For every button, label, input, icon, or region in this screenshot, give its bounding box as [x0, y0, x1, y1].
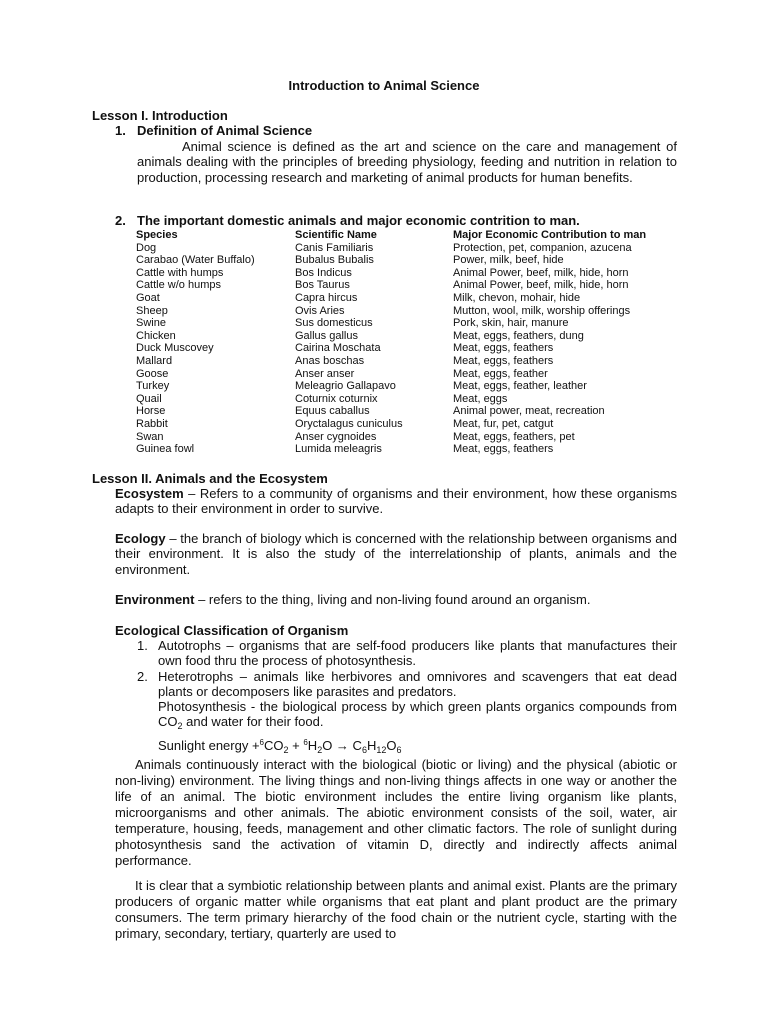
cell-species: Turkey [136, 380, 170, 393]
cell-species: Cattle w/o humps [136, 279, 221, 292]
table-row [136, 405, 693, 418]
superscript: 6 [259, 737, 264, 747]
cell-contribution: Meat, eggs, feathers [453, 342, 554, 355]
lesson2-heading: Lesson II. Animals and the Ecosystem [92, 471, 328, 486]
item-heading-text: Definition of Animal Science [137, 123, 313, 138]
list-number: 2. [137, 668, 148, 684]
cell-scientific-name: Equus caballus [295, 405, 370, 418]
cell-contribution: Meat, eggs, feathers [453, 354, 554, 367]
cell-contribution: Milk, chevon, mohair, hide [453, 291, 581, 304]
ecosystem-definition [115, 486, 677, 517]
cell-species: Sheep [136, 304, 168, 317]
cell-contribution: Meat, eggs, feather [453, 367, 548, 380]
cell-species: Mallard [136, 354, 173, 367]
table-row [136, 342, 693, 355]
cell-species: Duck Muscovey [136, 342, 214, 355]
cell-contribution: Animal power, meat, recreation [453, 405, 605, 418]
cell-scientific-name: Capra hircus [295, 291, 358, 304]
cell-contribution: Meat, eggs, feather, leather [453, 380, 587, 393]
animal-table [136, 229, 693, 456]
eq-part: CO [264, 737, 284, 753]
cell-scientific-name: Gallus gallus [295, 329, 358, 342]
table-row [136, 292, 693, 305]
cell-species: Swine [136, 317, 166, 330]
list-item [137, 669, 677, 700]
ecosystem-text: – Refers to a community of organisms and their environment, how these organisms adapts to their environment in order to survive. [115, 486, 677, 517]
ecology-text: – the branch of biology which is concerned with the relationship between organisms and their environment. It is also the study of the interrelationship of plants, animals and the environment. [115, 531, 677, 577]
lesson1-item2-heading [115, 213, 580, 228]
cell-scientific-name: Meleagrio Gallapavo [295, 380, 396, 393]
cell-contribution: Meat, eggs [453, 392, 508, 405]
ecology-term: Ecology [115, 531, 166, 546]
environment-term: Environment [115, 592, 195, 607]
eq-part: Sunlight energy + [158, 737, 260, 753]
table-row [136, 317, 693, 330]
table-row [136, 254, 693, 267]
cell-scientific-name: Coturnix coturnix [295, 392, 378, 405]
cell-scientific-name: Cairina Moschata [295, 342, 381, 355]
cell-contribution: Animal Power, beef, milk, hide, horn [453, 279, 629, 292]
classification-heading: Ecological Classification of Organism [115, 623, 349, 638]
cell-species: Guinea fowl [136, 443, 195, 456]
header-scientific-name: Scientific Name [295, 229, 377, 241]
cell-contribution: Meat, eggs, feathers [453, 443, 554, 456]
photosynthesis-text-end: and water for their food. [182, 714, 324, 730]
cell-scientific-name: Bos Taurus [295, 279, 350, 292]
table-row [136, 431, 693, 444]
cell-species: Dog [136, 241, 157, 254]
cell-species: Goose [136, 367, 169, 380]
cell-scientific-name: Canis Familiaris [295, 241, 374, 254]
cell-contribution: Animal Power, beef, milk, hide, horn [453, 266, 629, 279]
photosynthesis-text: Photosynthesis - the biological process by which green plants organics compounds from CO [158, 699, 677, 730]
eq-part: O → C [322, 737, 362, 753]
cell-species: Carabao (Water Buffalo) [136, 254, 255, 267]
environment-text: – refers to the thing, living and non-living found around an organism. [194, 592, 591, 607]
cell-scientific-name: Ovis Aries [295, 304, 345, 317]
table-row [136, 418, 693, 431]
eq-part: + [288, 737, 304, 753]
subscript: 2 [317, 744, 323, 755]
cell-scientific-name: Bubalus Bubalis [295, 254, 374, 267]
cell-species: Chicken [136, 329, 176, 342]
header-species: Species [136, 229, 178, 241]
cell-scientific-name: Bos Indicus [295, 266, 352, 279]
item-number: 1. [115, 123, 126, 138]
header-contribution: Major Economic Contribution to man [453, 229, 647, 241]
list-text: Heterotrophs – animals like herbivores and omnivores and scavengers that eat dead plants or decomposers like parasites and predators. [158, 668, 677, 699]
symbiotic-paragraph: It is clear that a symbiotic relationship between plants and animal exist. Plants are the primary producers of organic matter while organisms that eat plant and plant product are the primary consumers. The term primary hierarchy of the food chain or the nutrient cycle, starting with the primary, secondary, tertiary, quarterly are used to [115, 878, 677, 941]
subscript: 6 [396, 744, 402, 755]
table-row [136, 355, 693, 368]
table-row [136, 393, 693, 406]
cell-scientific-name: Anas boschas [295, 354, 365, 367]
eq-part: O [386, 737, 397, 753]
definition-paragraph: Animal science is defined as the art and science on the care and management of animals dealing with the principles of breeding physiology, feeding and nutrition in relation to production, processing research and marketing of animal products for human benefits. [137, 139, 677, 185]
lesson1-item1-heading [115, 123, 312, 138]
cell-contribution: Mutton, wool, milk, worship offerings [453, 304, 631, 317]
ecosystem-term: Ecosystem [115, 486, 184, 501]
cell-species: Quail [136, 392, 162, 405]
cell-contribution: Meat, fur, pet, catgut [453, 417, 554, 430]
document-title: Introduction to Animal Science [288, 78, 480, 93]
table-row [136, 330, 693, 343]
cell-scientific-name: Lumida meleagris [295, 443, 382, 456]
cell-species: Horse [136, 405, 166, 418]
ecology-definition [115, 531, 677, 577]
table-row [136, 380, 693, 393]
environment-definition [115, 592, 677, 607]
classification-list [137, 638, 677, 758]
cell-species: Goat [136, 291, 160, 304]
table-row [136, 368, 693, 381]
subscript: 12 [376, 744, 387, 755]
superscript: 6 [303, 737, 308, 747]
table-header-row [136, 229, 693, 242]
table-row [136, 267, 693, 280]
photosynthesis-definition [137, 699, 677, 735]
cell-scientific-name: Anser anser [295, 367, 355, 380]
cell-contribution: Meat, eggs, feathers, pet [453, 430, 575, 443]
cell-species: Cattle with humps [136, 266, 224, 279]
eq-part: H [307, 737, 318, 753]
cell-contribution: Power, milk, beef, hide [453, 254, 564, 267]
item-heading-text: The important domestic animals and major economic contrition to man. [137, 213, 580, 228]
biotic-abiotic-paragraph: Animals continuously interact with the biological (biotic or living) and the physical (abiotic or non-living) environment. The living things and non-living things affects in one way or another the life of an animal. The biotic environment includes the entire living organism like plants, microorganisms and other animals. The abiotic environment consists of the soil, water, air temperature, housing, feeds, management and other climatic factors. The role of sunlight during photosynthesis sand the activation of vitamin D, directly and indirectly affects animal performance. [115, 757, 677, 868]
cell-contribution: Pork, skin, hair, manure [453, 317, 569, 330]
table-row [136, 305, 693, 318]
subscript: 2 [177, 721, 183, 732]
cell-scientific-name: Sus domesticus [295, 317, 373, 330]
list-item [137, 638, 677, 669]
cell-contribution: Protection, pet, companion, azucena [453, 241, 632, 254]
table-row [136, 242, 693, 255]
list-text: Autotrophs – organisms that are self-food producers like plants that manufactures their own food thru the process of photosynthesis. [158, 638, 677, 669]
cell-contribution: Meat, eggs, feathers, dung [453, 329, 584, 342]
list-number: 1. [137, 638, 148, 653]
table-row [136, 443, 693, 456]
cell-species: Swan [136, 430, 164, 443]
lesson1-heading: Lesson I. Introduction [92, 108, 228, 123]
subscript: 2 [283, 744, 289, 755]
item-number: 2. [115, 213, 126, 228]
cell-scientific-name: Oryctalagus cuniculus [295, 417, 403, 430]
cell-scientific-name: Anser cygnoides [295, 430, 377, 443]
cell-species: Rabbit [136, 417, 168, 430]
eq-part: H [366, 737, 377, 753]
subscript: 6 [361, 744, 367, 755]
table-row [136, 279, 693, 292]
photosynthesis-equation [137, 735, 677, 758]
